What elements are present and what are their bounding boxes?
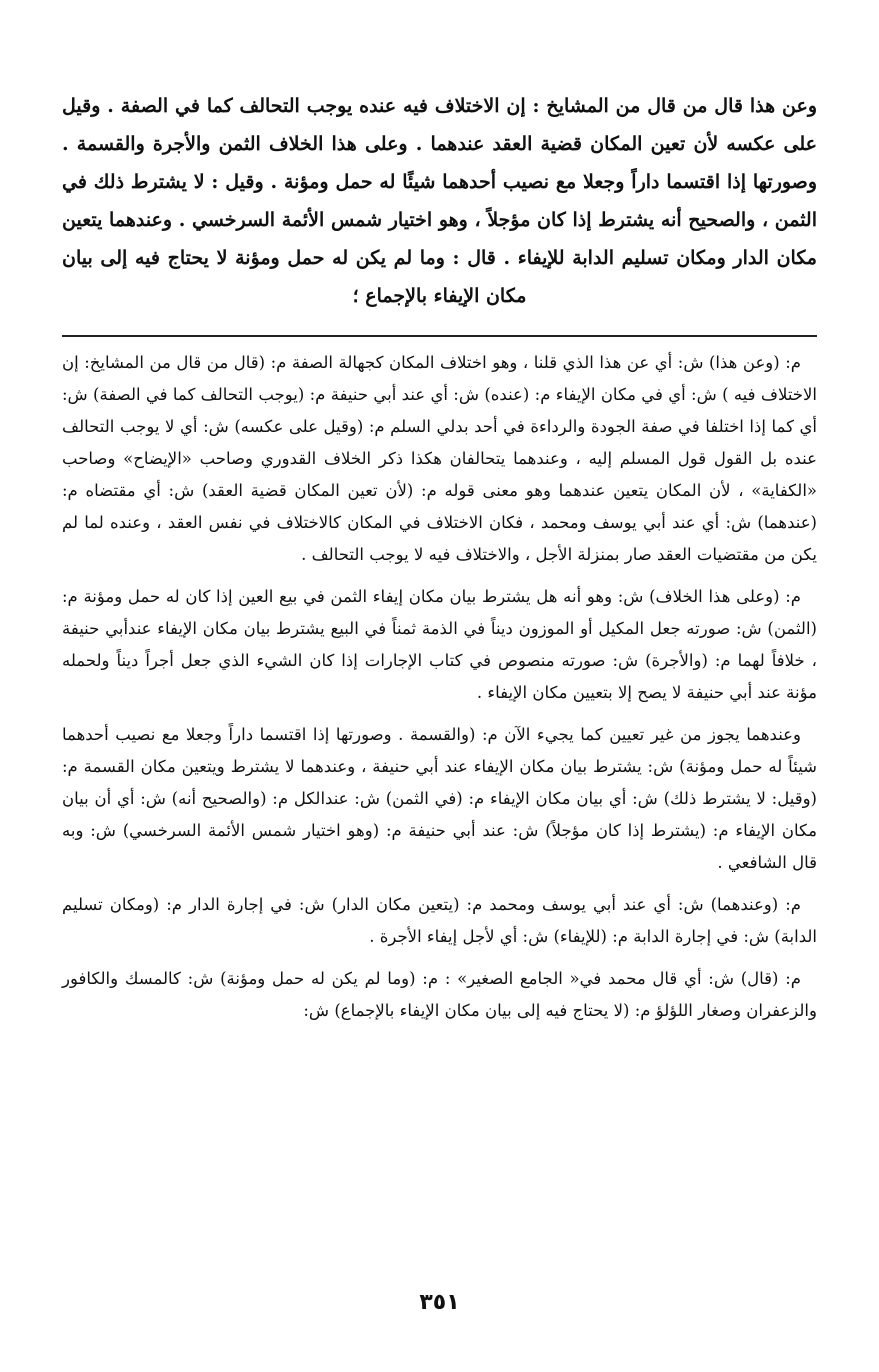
- main-text: وعن هذا قال من قال من المشايخ : إن الاختلاف فيه عنده يوجب التحالف كما في الصفة . وقيل على عكسه لأن تعين المكان قضية العقد عندهما . وعلى هذا الخلاف الثمن والأجرة والقسمة . وصورتها إذا اقتسما داراً وجعلا مع نصيب أحدهما شيئًا له حمل ومؤنة . وقيل : لا يشترط ذلك في الثمن ، والصحيح أنه يشترط إذا كان مؤجلاً ، وهو اختيار شمس الأئمة السرخسي . وعندهما يتعين مكان الدار ومكان تسليم الدابة للإيفاء . قال : وما لم يكن له حمل ومؤنة لا يحتاج فيه إلى بيان مكان الإيفاء بالإجماع ؛: [62, 95, 817, 307]
- commentary-paragraph: م: (وعلى هذا الخلاف) ش: وهو أنه هل يشترط بيان مكان إيفاء الثمن في بيع العين إذا كان له حمل ومؤنة م: (الثمن) ش: صورته جعل المكيل أو الموزون ديناً في الذمة ثمناً في البيع يشترط بيان مكان الإيفاء عندأبي حنيفة ، خلافاً لهما م: (والأجرة) ش: صورته منصوص في كتاب الإجارات إذا كان الشيء الذي جعل أجراً ديناً ولحمله مؤنة عند أبي حنيفة لا يصح إلا بتعيين مكان الإيفاء .: [62, 587, 817, 702]
- commentary-paragraph: وعندهما يجوز من غير تعيين كما يجيء الآن م: (والقسمة . وصورتها إذا اقتسما داراً وجعلا مع نصيب أحدهما شيئاً له حمل ومؤنة) ش: يشترط بيان مكان الإيفاء عند أبي حنيفة ، وعندهما لا يشترط ويتعين مكان القسمة م: (وقيل: لا يشترط ذلك) ش: أي بيان مكان الإيفاء م: (في الثمن) ش: عندالكل م: (والصحيح أنه) ش: أي أن بيان مكان الإيفاء م: (يشترط إذا كان مؤجلاً) ش: عند أبي حنيفة م: (وهو اختيار شمس الأئمة السرخسي) ش: وبه قال الشافعي .: [62, 725, 817, 872]
- page-number: ٣٥١: [419, 1290, 460, 1315]
- commentary-paragraph: م: (وعندهما) ش: أي عند أبي يوسف ومحمد م: (يتعين مكان الدار) ش: في إجارة الدار م: (ومكان تسليم الدابة) ش: في إجارة الدابة م: (للإيفاء) ش: أي لأجل إيفاء الأجرة .: [62, 895, 817, 946]
- divider-rule: [62, 335, 817, 337]
- commentary-paragraph: م: (وعن هذا) ش: أي عن هذا الذي قلنا ، وهو اختلاف المكان كجهالة الصفة م: (قال من قال من المشايخ: إن الاختلاف فيه ) ش: أي في مكان الإيفاء م: (عنده) ش: أي عند أبي حنيفة م: (يوجب التحالف كما في الصفة) ش: أي كما إذا اختلفا في صفة الجودة والرداءة في أحد بدلي السلم م: (وقيل على عكسه) ش: أي لا يوجب التحالف عنده بل القول قول المسلم إليه ، وعندهما يتحالفان هكذا ذكر الخلاف القدوري وصاحب «الإيضاح» وصاحب «الكفاية» ، لأن المكان يتعين عندهما وهو معنى قوله م: (لأن تعين المكان قضية العقد) ش: أي مقتضاه م: (عندهما) ش: أي عند أبي يوسف ومحمد ، فكان الاختلاف في المكان كالاختلاف في نفس العقد ، وعنده لما لم يكن من مقتضيات العقد صار بمنزلة الأجل ، والاختلاف فيه لا يوجب التحالف .: [62, 353, 817, 564]
- commentary-paragraph: م: (قال) ش: أي قال محمد في« الجامع الصغير» : م: (وما لم يكن له حمل ومؤنة) ش: كالمسك والكافور والزعفران وصغار اللؤلؤ م: (لا يحتاج فيه إلى بيان مكان الإيفاء بالإجماع) ش:: [62, 969, 817, 1020]
- commentary-section: [62, 347, 817, 1027]
- book-page: [62, 68, 817, 1027]
